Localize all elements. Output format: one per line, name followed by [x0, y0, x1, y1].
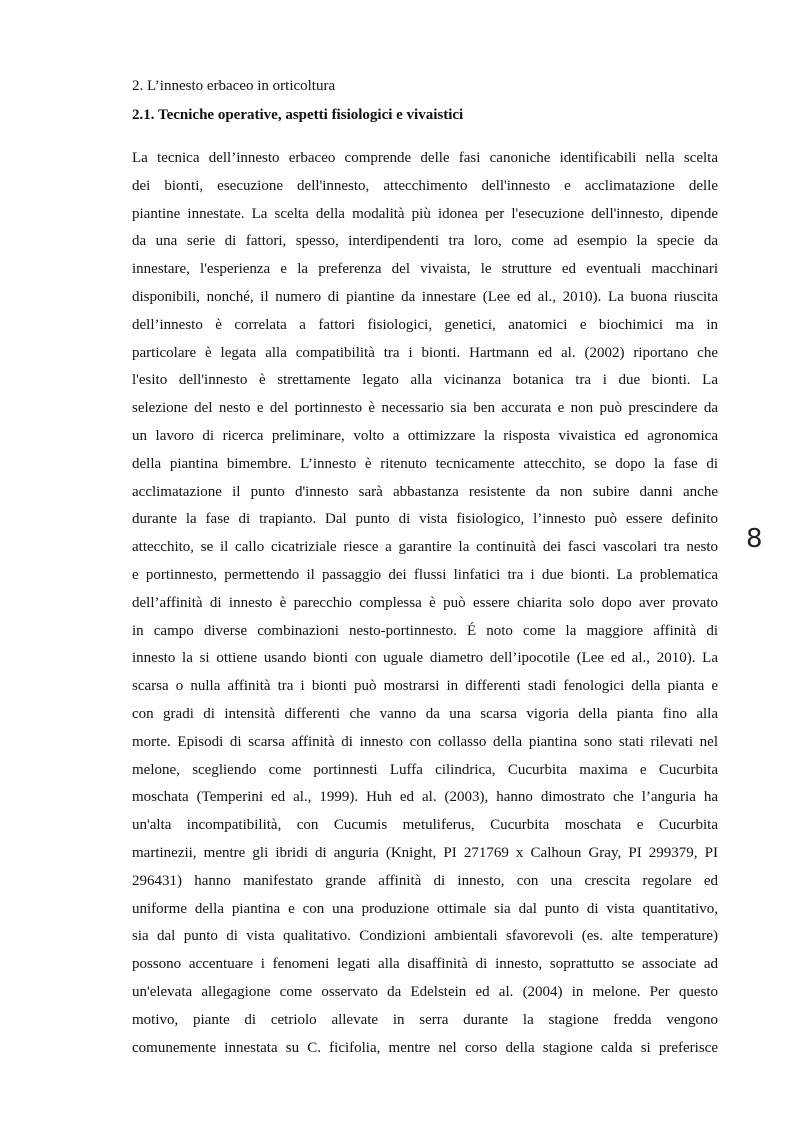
text-line: della piantina bimembre. L’innesto è ritenuto tecnicamente attecchito, se dopo la fase di	[132, 455, 718, 472]
text-line: con gradi di intensità differenti che vanno da una scarsa vigoria della pianta fino alla	[132, 705, 718, 722]
text-line: dell’affinità di innesto è parecchio complessa è può essere chiarita solo dopo aver provato	[132, 594, 718, 611]
text-line: in campo diverse combinazioni nesto-portinnesto. É noto come la maggiore affinità di	[132, 622, 718, 639]
text-line: melone, scegliendo come portinnesti Luffa cilindrica, Cucurbita maxima e Cucurbita	[132, 761, 718, 778]
text-line: dell’innesto è correlata a fattori fisiologici, genetici, anatomici e biochimici ma in	[132, 316, 718, 333]
text-line: morte. Episodi di scarsa affinità di innesto con collasso della piantina sono stati rilevati nel	[132, 733, 718, 750]
text-line: La tecnica dell’innesto erbaceo comprende delle fasi canoniche identificabili nella scelta	[132, 150, 718, 166]
text-line: sia dal punto di vista qualitativo. Condizioni ambientali sfavorevoli (es. alte temperature)	[132, 928, 718, 945]
text-line: l'esito dell'innesto è strettamente legato alla vicinanza botanica tra i due bionti. La	[132, 372, 718, 389]
text-line: disponibili, nonché, il numero di piantine da innestare (Lee ed al., 2010). La buona riuscita	[132, 288, 718, 305]
text-line: particolare è legata alla compatibilità tra i bionti. Hartmann ed al. (2002) riportano che	[132, 344, 718, 361]
text-line: e portinnesto, permettendo il passaggio dei flussi linfatici tra i due bionti. La problematica	[132, 566, 718, 583]
text-line: motivo, piante di cetriolo allevate in serra durante la stagione fredda vengono	[132, 1011, 718, 1028]
subsection-heading: 2.1. Tecniche operative, aspetti fisiologici e vivaistici	[132, 107, 464, 123]
text-line: possono accentuare i fenomeni legati alla disaffinità di innesto, soprattutto se associate ad	[132, 956, 718, 973]
page-number: 8	[746, 524, 763, 554]
text-line: un'elevata allegagione come osservato da Edelstein ed al. (2004) in melone. Per questo	[132, 983, 718, 1000]
text-line: innestare, l'esperienza e la preferenza del vivaista, le strutture ed eventuali macchinari	[132, 261, 718, 278]
text-line: uniforme della piantina e con una produzione ottimale sia dal punto di vista quantitativo,	[132, 900, 718, 917]
text-line: selezione del nesto e del portinnesto è necessario sia ben accurata e non può prescindere da	[132, 400, 718, 417]
text-line: scarsa o nulla affinità tra i bionti può mostrarsi in differenti stadi fenologici della pianta e	[132, 678, 718, 695]
text-line: da una serie di fattori, spesso, interdipendenti tra loro, come ad esempio la specie da	[132, 233, 718, 250]
text-line: martinezii, mentre gli ibridi di anguria (Knight, PI 271769 x Calhoun Gray, PI 299379, PI	[132, 844, 718, 861]
text-line: 296431) hanno manifestato grande affinità di innesto, con una crescita regolare ed	[132, 872, 718, 889]
text-line: dei bionti, esecuzione dell'innesto, attecchimento dell'innesto e acclimatazione delle	[132, 177, 718, 194]
text-line: acclimatazione il punto d'innesto sarà abbastanza resistente da non subire danni anche	[132, 483, 718, 500]
text-line: attecchito, se il callo cicatriziale riesce a garantire la continuità dei fasci vascolari tra nesto	[132, 539, 718, 556]
section-heading: 2. L’innesto erbaceo in orticoltura	[132, 78, 336, 94]
text-line: comunemente innestata su C. ficifolia, mentre nel corso della stagione calda si preferisce	[132, 1039, 718, 1056]
body-paragraph	[132, 145, 718, 1062]
text-line: durante la fase di trapianto. Dal punto di vista fisiologico, l’innesto può essere definito	[132, 511, 718, 528]
text-line: moschata (Temperini ed al., 1999). Huh ed al. (2003), hanno dimostrato che l’anguria ha	[132, 789, 718, 806]
text-line: piantine innestate. La scelta della modalità più idonea per l'esecuzione dell'innesto, dipende	[132, 205, 718, 222]
text-line: un lavoro di ricerca preliminare, volto a ottimizzare la risposta vivaistica ed agronomica	[132, 427, 718, 444]
text-line: innesto la si ottiene usando bionti con uguale diametro dell’ipocotile (Lee ed al., 2010). La	[132, 650, 718, 667]
text-line: un'alta incompatibilità, con Cucumis metuliferus, Cucurbita moschata e Cucurbita	[132, 817, 718, 834]
